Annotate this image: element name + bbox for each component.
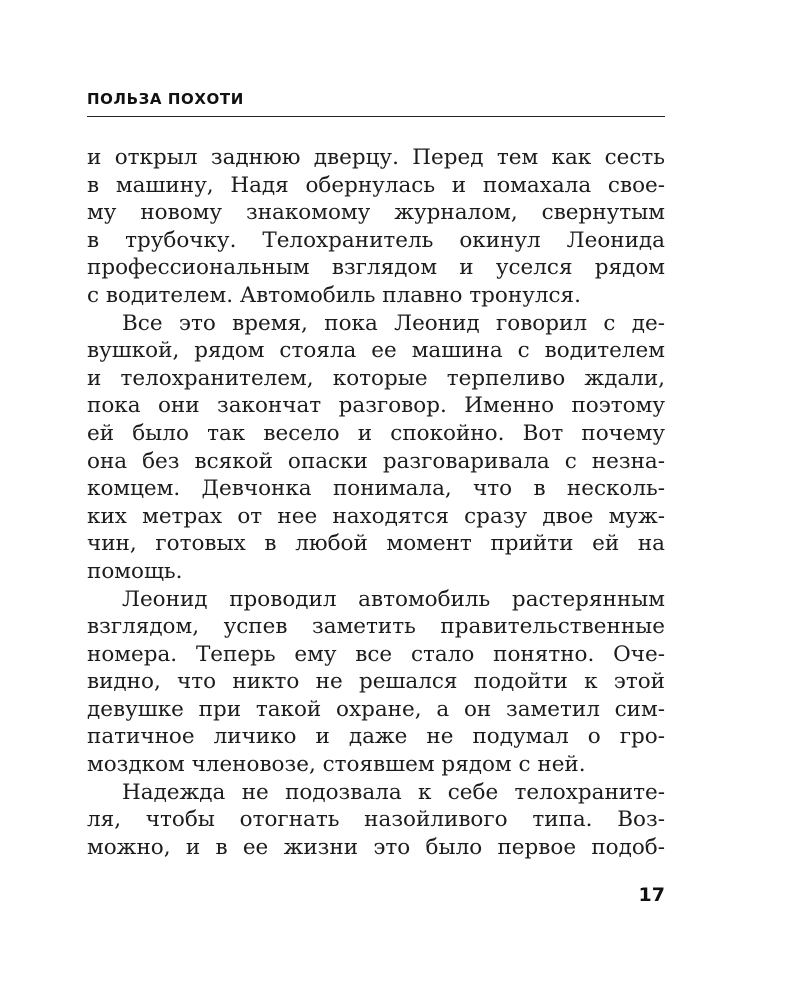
text-line: Надежда не подозвала к себе телохраните- [122, 779, 665, 805]
text-line: в машину, Надя обернулась и помахала свое- [87, 172, 665, 198]
text-line: можно, и в ее жизни это было первое подоб- [87, 834, 665, 860]
text-line: девушке при такой охране, а он заметил сим- [87, 696, 665, 722]
text-line: ких метрах от нее находятся сразу двое муж- [87, 503, 665, 529]
text-line: комцем. Девчонка понимала, что в несколь- [87, 476, 665, 502]
text-line: видно, что никто не решался подойти к этой [87, 669, 665, 695]
text-line: пока они закончат разговор. Именно поэтому [87, 393, 665, 419]
paragraph [87, 586, 665, 779]
text-line: помощь. [87, 558, 183, 584]
text-line: и телохранителем, которые терпеливо ждали, [87, 365, 665, 391]
text-line: профессиональным взглядом и уселся рядом [87, 255, 665, 281]
text-line: в трубочку. Телохранитель окинул Леонида [87, 227, 665, 253]
paragraph [87, 310, 665, 586]
text-line: чин, готовых в любой момент прийти ей на [87, 531, 665, 557]
text-line: ля, чтобы отогнать назойливого типа. Воз- [87, 807, 665, 833]
text-line: моздком членовозе, стоявшем рядом с ней. [87, 752, 586, 778]
page-number: 17 [638, 884, 665, 906]
paragraph [87, 144, 665, 310]
header-rule [87, 116, 665, 117]
text-line: с водителем. Автомобиль плавно тронулся. [87, 282, 581, 308]
text-line: Леонид проводил автомобиль растерянным [122, 586, 665, 612]
text-line: ей было так весело и спокойно. Вот почему [87, 420, 665, 446]
text-line: номера. Теперь ему все стало понятно. Оче- [87, 641, 665, 667]
running-head: ПОЛЬЗА ПОХОТИ [87, 90, 244, 108]
text-line: Все это время, пока Леонид говорил с де- [122, 310, 665, 336]
body-text [87, 144, 665, 861]
paragraph [87, 779, 665, 862]
text-line: вушкой, рядом стояла ее машина с водителем [87, 338, 665, 364]
text-line: му новому знакомому журналом, свернутым [87, 200, 665, 226]
text-line: взглядом, успев заметить правительственные [87, 614, 665, 640]
text-line: она без всякой опаски разговаривала с незна- [87, 448, 665, 474]
text-line: патичное личико и даже не подумал о гро- [87, 724, 665, 750]
text-line: и открыл заднюю дверцу. Перед тем как сесть [87, 145, 665, 170]
